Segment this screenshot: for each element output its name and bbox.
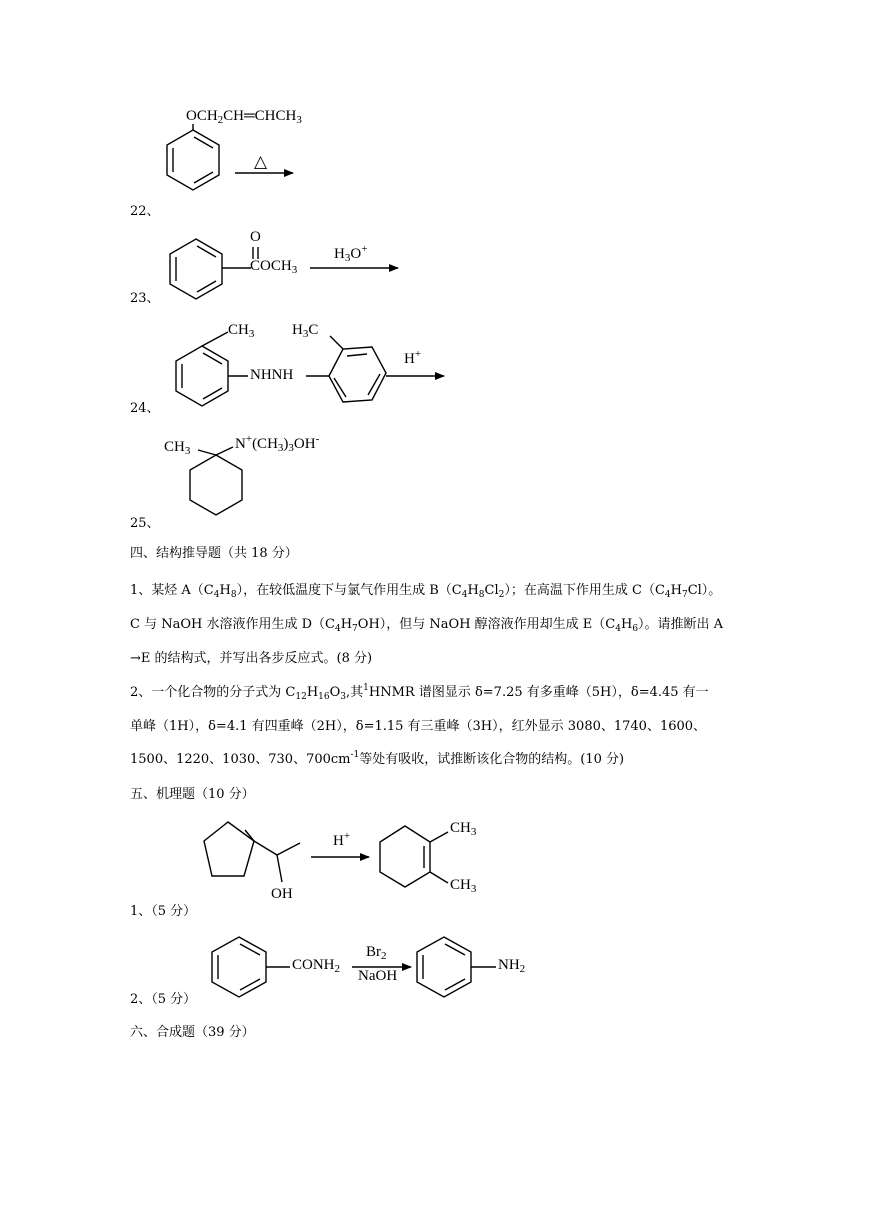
- q24-reagent-label: H+: [404, 348, 422, 367]
- section4-q1-line2: C 与 NaOH 水溶液作用生成 $D(C_4H_7OH)$，但与 NaOH 醇溶液作用却生成 $E(C_4H_6)$。请推断出 A: [130, 617, 724, 634]
- m1-cyclohexene-ring: [380, 826, 448, 887]
- q25-methyl-label: $CH_3$: [164, 439, 191, 457]
- heat-triangle-icon: △: [254, 152, 268, 172]
- m2-reagent-bottom-label: NaOH: [358, 968, 398, 984]
- section4-q2-line1: 2、一个化合物的分子式为 $C_{12}H_{16}O_3$,其$^1$HNMR 谱图显示 δ=7.25 有多重峰（5H），δ=4.45 有一: [130, 683, 709, 702]
- m2-benzene-ring-left: [212, 937, 290, 997]
- q25-number: 25、: [130, 516, 160, 531]
- m1-cyclopentane-ring: [204, 822, 300, 882]
- m2-label: 2、（5 分）: [130, 992, 197, 1007]
- m1-reagent-label: H+: [333, 830, 351, 849]
- q25-cyclohexane-ring: [190, 447, 242, 515]
- m2-amide-label: $CONH_2$: [292, 957, 341, 975]
- section4-q1-line1: 1、某烃 $A(C_4H_8)$，在较低温度下与氯气作用生成 $B(C_4H_8Cl_2)$；在高温下作用生成 $C(C_4H_7Cl)$。: [130, 583, 722, 600]
- q23-ester-label: $COCH_3$: [250, 258, 298, 276]
- q23-benzene-ring: [170, 239, 258, 299]
- q24-right-benzene-ring: [306, 336, 386, 402]
- q24-number: 24、: [130, 401, 160, 416]
- section4-q1-line3: →E 的结构式，并写出各步反应式。(8 分): [130, 651, 373, 666]
- section4-q2-line2: 单峰（1H），δ=4.1 有四重峰（2H），δ=1.15 有三重峰（3H），红外显示 3080、1740、1600、: [130, 719, 707, 734]
- q23-number: 23、: [130, 291, 160, 306]
- m1-label: 1、（5 分）: [130, 904, 197, 919]
- q25-ammonium-hydroxide-label: $N^+(CH_3)_3OH^-$: [235, 433, 320, 454]
- section4-heading: 四、结构推导题（共 18 分）: [130, 546, 298, 561]
- q24-left-benzene-ring: [176, 332, 248, 406]
- m1-methyl-top-label: $CH_3$: [450, 820, 477, 838]
- section6-heading: 六、合成题（39 分）: [130, 1025, 255, 1040]
- m2-reagent-top-label: $Br_2$: [366, 944, 387, 962]
- section4-q2-line3: 1500、1220、1030、730、$700cm^{-1}$等处有吸收，试推断该化合物的结构。(10 分): [130, 750, 625, 767]
- q22-benzene-ring: [167, 124, 219, 190]
- q24-left-methyl-label: $CH_3$: [228, 322, 255, 340]
- m1-hydroxyl-label: OH: [271, 886, 293, 902]
- m2-benzene-ring-right: [417, 937, 496, 997]
- q23-reagent-label: $H_3O^+$: [334, 243, 368, 264]
- q22-substituent-label: $OCH_2CH═CHCH_3$: [186, 108, 302, 126]
- m2-product-label: $NH_2$: [498, 957, 526, 975]
- m1-methyl-bottom-label: $CH_3$: [450, 877, 477, 895]
- q23-carbonyl-oxygen: O: [250, 229, 261, 245]
- q24-hydrazo-linker: NHNH: [250, 367, 294, 383]
- q24-right-methyl-label: $H_3C$: [292, 322, 319, 340]
- q22-number: 22、: [130, 204, 160, 219]
- section5-heading: 五、机理题（10 分）: [130, 787, 255, 802]
